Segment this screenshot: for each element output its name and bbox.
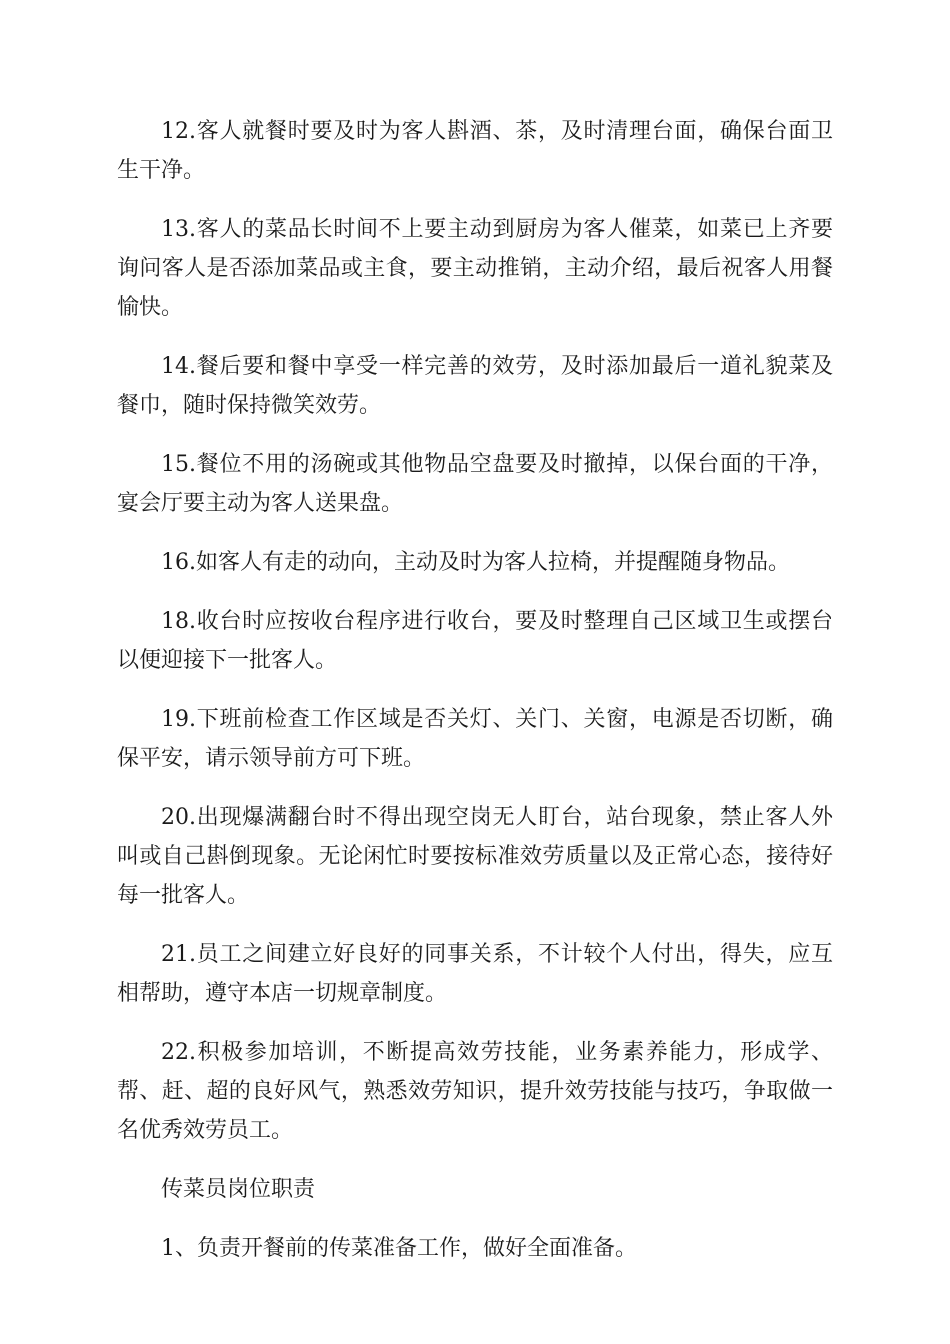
paragraph-20: 20.出现爆满翻台时不得出现空岗无人盯台，站台现象，禁止客人外叫或自己斟倒现象。无论闲忙时要按标准效劳质量以及正常心态，接待好每一批客人。 — [117, 805, 833, 908]
paragraph-duty-1: 1、负责开餐前的传菜准备工作，做好全面准备。 — [161, 1236, 637, 1261]
paragraph-18: 18.收台时应按收台程序进行收台，要及时整理自己区域卫生或摆台以便迎接下一批客人。 — [117, 609, 833, 673]
paragraph-19: 19.下班前检查工作区域是否关灯、关门、关窗，电源是否切断，确保平安，请示领导前方可下班。 — [117, 707, 833, 771]
paragraph-15: 15.餐位不用的汤碗或其他物品空盘要及时撤掉，以保台面的干净，宴会厅要主动为客人送果盘。 — [117, 452, 833, 516]
paragraph-12: 12.客人就餐时要及时为客人斟酒、茶，及时清理台面，确保台面卫生干净。 — [117, 119, 833, 183]
paragraph-13: 13.客人的菜品长时间不上要主动到厨房为客人催菜，如菜已上齐要询问客人是否添加菜品或主食，要主动推销，主动介绍，最后祝客人用餐愉快。 — [117, 217, 833, 320]
section-heading: 传菜员岗位职责 — [161, 1177, 316, 1202]
document-page — [117, 112, 833, 1288]
paragraph-22: 22.积极参加培训，不断提高效劳技能，业务素养能力，形成学、帮、赶、超的良好风气，熟悉效劳知识，提升效劳技能与技巧，争取做一名优秀效劳员工。 — [117, 1040, 833, 1143]
paragraph-16: 16.如客人有走的动向，主动及时为客人拉椅，并提醒随身物品。 — [161, 550, 790, 575]
paragraph-21: 21.员工之间建立好良好的同事关系，不计较个人付出，得失，应互相帮助，遵守本店一切规章制度。 — [117, 942, 833, 1006]
paragraph-14: 14.餐后要和餐中享受一样完善的效劳，及时添加最后一道礼貌菜及餐巾，随时保持微笑效劳。 — [117, 354, 833, 418]
